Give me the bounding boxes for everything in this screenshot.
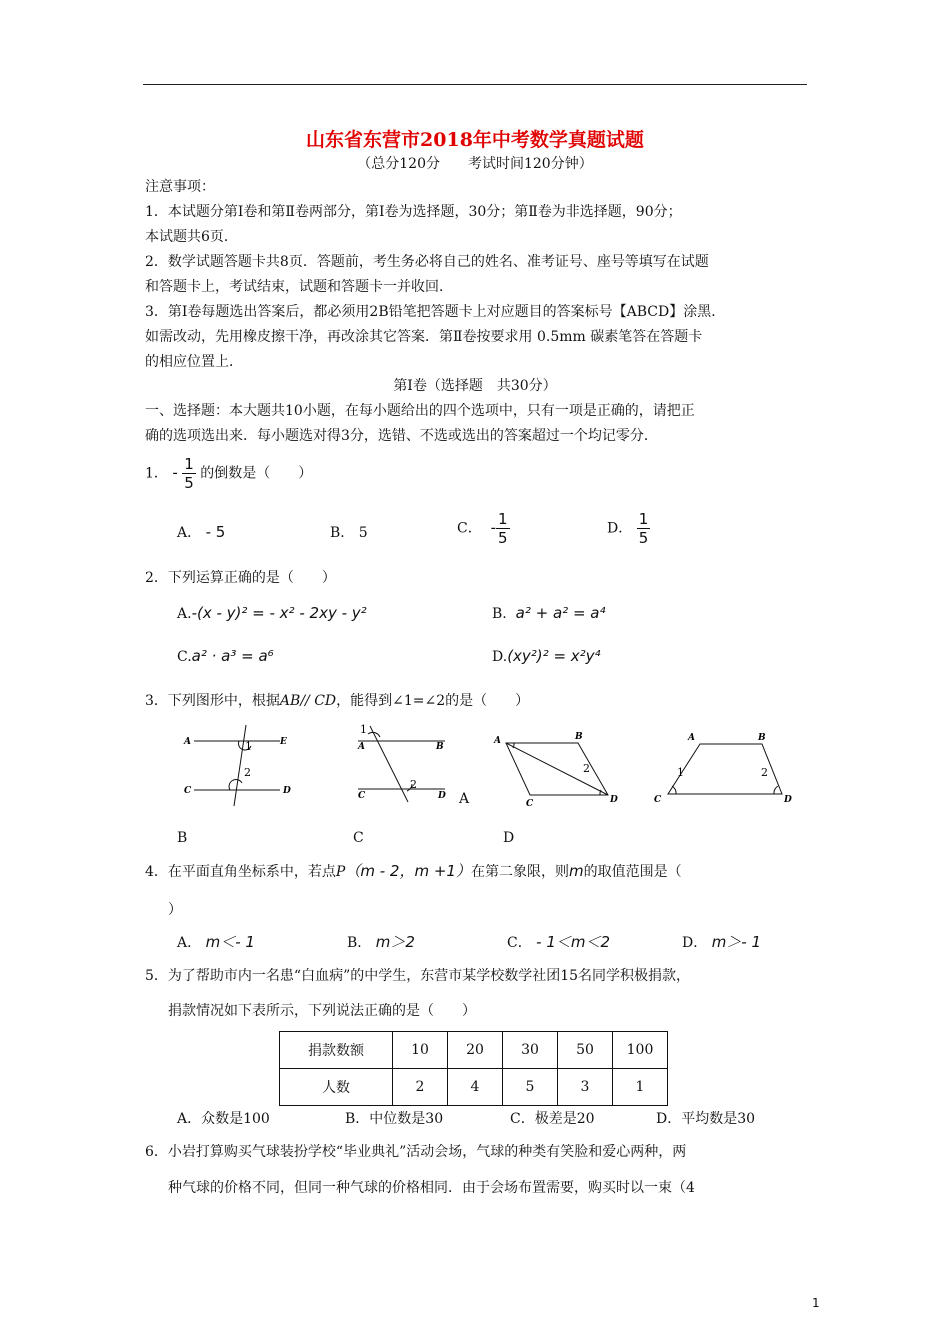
- page-number: 1: [812, 1296, 820, 1310]
- notes-heading: 注意事项：: [145, 179, 215, 195]
- option-expression: -(x - y)² = - x² - 2xy - y²: [191, 604, 367, 622]
- question-6-stem: 种气球的价格不同，但同一种气球的价格相同．由于会场布置需要，购买时以一束（4: [168, 1180, 695, 1196]
- q3-figure-d: [650, 728, 800, 808]
- q2-option-d[interactable]: [492, 647, 601, 665]
- question-text: 的倒数是（ ）: [200, 465, 313, 482]
- option-label: C．: [507, 935, 532, 951]
- q3-figure-c: [490, 728, 625, 810]
- q1-option-b[interactable]: [330, 522, 368, 542]
- question-4-close: ）: [168, 902, 182, 918]
- point-b-label: B: [575, 732, 583, 742]
- minus-sign: -: [172, 463, 178, 482]
- question-2-stem: 2．下列运算正确的是（ ）: [145, 570, 336, 586]
- option-label: A．: [177, 935, 202, 951]
- option-value: 5: [358, 525, 368, 541]
- option-expression: m＜- 1: [205, 933, 255, 951]
- point-c-label: C: [184, 786, 192, 796]
- denominator: 5: [184, 474, 194, 492]
- table-row: [280, 1069, 668, 1106]
- option-expression: - 1＜m＜2: [536, 933, 611, 951]
- transversal: [370, 726, 408, 802]
- angle-2-arc: [600, 790, 601, 795]
- question-6-stem: 6．小岩打算购买气球装扮学校“毕业典礼”活动会场，气球的种类有笑脸和爱心两种，两: [145, 1144, 687, 1160]
- option-label: D.: [492, 649, 508, 665]
- q5-option-c[interactable]: C．极差是20: [510, 1111, 595, 1127]
- option-label: B.: [492, 606, 507, 622]
- table-row: [280, 1032, 668, 1069]
- question-1-stem: [145, 455, 312, 492]
- table-cell: 2: [393, 1069, 448, 1106]
- minus-sign: -: [490, 518, 497, 537]
- question-text: 的取值范围是（: [583, 864, 682, 880]
- q4-option-c[interactable]: [507, 931, 610, 952]
- q2-option-a[interactable]: [177, 604, 367, 622]
- notes-line: 本试题共6页．: [145, 229, 238, 245]
- q4-option-a[interactable]: [177, 931, 255, 952]
- point-c-label: C: [654, 795, 662, 805]
- q3-option-c[interactable]: C: [353, 830, 364, 846]
- numerator: 1: [638, 510, 649, 528]
- point-e-label: E: [280, 737, 287, 747]
- option-label: A.: [177, 606, 192, 622]
- denominator: 5: [638, 529, 649, 547]
- angle-2-label: 2: [583, 762, 590, 775]
- table-cell: 3: [558, 1069, 613, 1106]
- table-cell: 50: [558, 1032, 613, 1069]
- notes-line: 的相应位置上．: [145, 354, 243, 370]
- angle-1-label: 1: [677, 766, 684, 779]
- option-value: - 5: [205, 523, 226, 541]
- header-rule: [143, 84, 807, 85]
- notes-line: 3．第Ⅰ卷每题选出答案后，都必须用2B铅笔把答题卡上对应题目的答案标号【ABCD】涂黑．: [145, 304, 726, 320]
- question-5-stem: 捐款情况如下表所示，下列说法正确的是（ ）: [168, 1003, 476, 1019]
- option-expression: a² · a³ = a⁶: [191, 647, 274, 665]
- table-cell: 5: [503, 1069, 558, 1106]
- q3-option-b[interactable]: B: [177, 830, 188, 846]
- q3-option-a[interactable]: A: [459, 791, 470, 807]
- table-cell: 10: [393, 1032, 448, 1069]
- exam-meta: （总分120分 考试时间120分钟）: [357, 156, 593, 172]
- point-d-label: D: [438, 791, 446, 801]
- fraction: [637, 510, 651, 547]
- angle-2-label: 2: [410, 778, 417, 791]
- option-label: B．: [330, 525, 355, 541]
- section-title: 第Ⅰ卷（选择题 共30分）: [393, 378, 557, 394]
- option-label: B．: [347, 935, 372, 951]
- point-name: P: [335, 864, 346, 880]
- point-b-label: B: [436, 742, 444, 752]
- notes-line: 1．本试题分第Ⅰ卷和第Ⅱ卷两部分，第Ⅰ卷为选择题，30分；第Ⅱ卷为非选择题，90分；: [145, 204, 682, 220]
- point-b-label: B: [758, 733, 766, 743]
- numerator: 1: [184, 455, 194, 473]
- q5-option-a[interactable]: A．众数是100: [177, 1111, 270, 1127]
- option-label: D．: [682, 935, 708, 951]
- q4-option-d[interactable]: [682, 931, 761, 952]
- table-cell: 20: [448, 1032, 503, 1069]
- q3-figure-b: [350, 718, 455, 808]
- angle-2-label: 2: [244, 766, 251, 779]
- option-expression: a² + a² = a⁴: [515, 604, 606, 622]
- point-c-label: C: [526, 799, 534, 809]
- notes-line: 如需改动，先用橡皮擦干净，再改涂其它答案．第Ⅱ卷按要求用 0.5mm 碳素笔答在答题卡: [145, 329, 703, 345]
- angle-1-label: 1: [360, 723, 367, 736]
- question-text: 3．下列图形中，根据: [145, 693, 280, 709]
- q3-option-d[interactable]: D: [503, 830, 515, 846]
- question-text: ，能得到∠1=∠2的是（ ）: [336, 693, 530, 709]
- point-d-label: D: [610, 795, 618, 805]
- table-cell: 4: [448, 1069, 503, 1106]
- page-title: 山东省东营市2018年中考数学真题试题: [306, 129, 644, 151]
- option-expression: m＞2: [375, 933, 415, 951]
- option-label: A．: [177, 525, 202, 541]
- variable: m: [568, 862, 584, 880]
- q1-option-a[interactable]: [177, 522, 225, 542]
- q1-option-c[interactable]: [457, 510, 510, 547]
- row-header: 捐款数额: [280, 1032, 393, 1069]
- denominator: 5: [498, 529, 508, 547]
- question-5-stem: 5．为了帮助市内一名患“白血病”的中学生，东营市某学校数学社团15名同学积极捐款，: [145, 968, 691, 984]
- angle-1-label: 1: [245, 740, 252, 753]
- row-header: 人数: [280, 1069, 393, 1106]
- question-text: 在第二象限，则: [470, 864, 569, 880]
- q3-figure-a: [180, 720, 300, 810]
- question-3-stem: [145, 689, 529, 713]
- fraction: [182, 455, 196, 492]
- option-expression: (xy²)² = x²y⁴: [507, 647, 601, 665]
- angle-2-arc: [229, 780, 242, 790]
- point-a-label: A: [358, 742, 365, 752]
- option-label: C．: [457, 520, 482, 537]
- notes-line: 和答题卡上，考试结束，试题和答题卡一并收回．: [145, 279, 453, 295]
- section-instructions: 一、选择题：本大题共10小题，在每小题给出的四个选项中，只有一项是正确的，请把正: [145, 403, 695, 419]
- table-cell: 30: [503, 1032, 558, 1069]
- q2-option-c[interactable]: [177, 647, 274, 665]
- q5-option-b[interactable]: B．中位数是30: [345, 1111, 444, 1127]
- point-d-label: D: [283, 786, 291, 796]
- angle-1-arc: [513, 743, 514, 748]
- notes-line: 2．数学试题答题卡共8页．答题前，考生务必将自己的姓名、准考证号、座号等填写在试题: [145, 254, 709, 270]
- section-instructions: 确的选项选出来．每小题选对得3分，选错、不选或选出的答案超过一个均记零分．: [145, 428, 658, 444]
- point-a-label: A: [688, 733, 695, 743]
- fraction: [496, 510, 510, 547]
- option-label: D．: [607, 520, 633, 537]
- point-a-label: A: [184, 737, 191, 747]
- question-4-stem: [145, 859, 682, 884]
- question-number: 1．: [145, 465, 168, 482]
- point-coordinates: （m - 2，m +1）: [345, 862, 471, 880]
- numerator: 1: [498, 510, 508, 528]
- point-a-label: A: [494, 736, 501, 746]
- q5-option-d[interactable]: D．平均数是30: [656, 1111, 756, 1127]
- option-expression: m＞- 1: [711, 933, 762, 951]
- option-label: C.: [177, 649, 192, 665]
- point-c-label: C: [358, 791, 366, 801]
- table-cell: 1: [613, 1069, 668, 1106]
- point-d-label: D: [784, 795, 792, 805]
- parallel-condition: AB// CD: [279, 693, 337, 709]
- angle-2-arc: [774, 786, 778, 794]
- table-cell: 100: [613, 1032, 668, 1069]
- q1-option-d[interactable]: [607, 510, 650, 547]
- q4-option-b[interactable]: [347, 931, 415, 952]
- q2-option-b[interactable]: [492, 604, 605, 622]
- question-text: 4．在平面直角坐标系中，若点: [145, 864, 336, 880]
- angle-2-label: 2: [761, 766, 768, 779]
- donation-table: [279, 1031, 668, 1106]
